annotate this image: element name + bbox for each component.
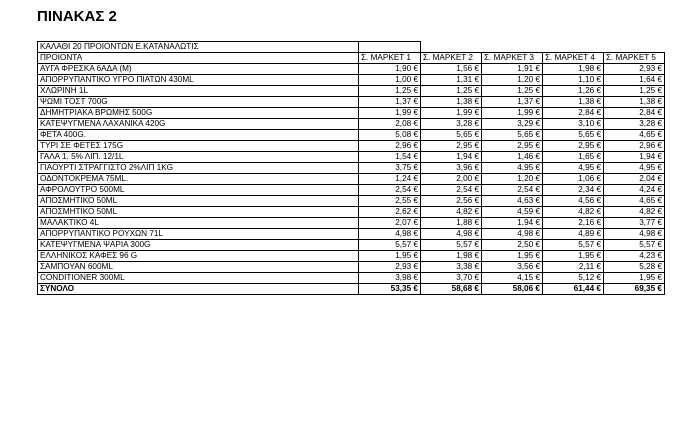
price-cell: 1,25 €	[421, 86, 482, 97]
header-market-3: Σ. ΜΑΡΚΕΤ 3	[482, 53, 543, 64]
price-cell: 2,62 €	[359, 207, 421, 218]
price-cell: 2,84 €	[543, 108, 604, 119]
price-cell: 5,57 €	[359, 240, 421, 251]
price-cell: 1,10 €	[543, 75, 604, 86]
price-cell: 3,10 €	[543, 119, 604, 130]
price-cell: 4,56 €	[543, 196, 604, 207]
price-cell: 5,28 €	[604, 262, 665, 273]
product-name-cell: ΟΔΟΝΤΟΚΡΕΜΑ 75ML.	[38, 174, 359, 185]
price-cell: 5,57 €	[543, 240, 604, 251]
price-cell: 1,20 €	[482, 174, 543, 185]
price-cell: 1,99 €	[482, 108, 543, 119]
price-cell: 1,99 €	[359, 108, 421, 119]
table-row	[38, 119, 665, 130]
product-name-cell: ΧΛΩΡΙΝΗ 1L	[38, 86, 359, 97]
empty-cell	[604, 42, 665, 53]
table-row	[38, 185, 665, 196]
price-cell: 1,98 €	[421, 251, 482, 262]
price-cell: 5,12 €	[543, 273, 604, 284]
price-cell: 1,38 €	[543, 97, 604, 108]
product-name-cell: CONDITIONER 300ML	[38, 273, 359, 284]
price-cell: 1,94 €	[482, 218, 543, 229]
price-cell: 3,70 €	[421, 273, 482, 284]
product-name-cell: ΑΥΓΑ ΦΡΕΣΚΑ 6ΑΔΑ (Μ)	[38, 64, 359, 75]
price-cell: 1,25 €	[482, 86, 543, 97]
price-cell: 2,96 €	[359, 141, 421, 152]
table-row	[38, 97, 665, 108]
empty-cell	[421, 42, 482, 53]
price-cell: 3,77 €	[604, 218, 665, 229]
table-row	[38, 152, 665, 163]
price-cell: 4,89 €	[543, 229, 604, 240]
empty-cell	[359, 42, 421, 53]
table-row	[38, 218, 665, 229]
price-cell: 3,38 €	[421, 262, 482, 273]
product-name-cell: ΣΑΜΠΟΥΑΝ 600ML	[38, 262, 359, 273]
price-cell: 3,75 €	[359, 163, 421, 174]
price-cell: 1,25 €	[604, 86, 665, 97]
price-cell: 1,64 €	[604, 75, 665, 86]
price-cell: 5,57 €	[421, 240, 482, 251]
price-cell: 2,08 €	[359, 119, 421, 130]
price-cell: 1,00 €	[359, 75, 421, 86]
price-cell: 53,35 €	[359, 284, 421, 295]
table-row	[38, 207, 665, 218]
price-cell: 4,82 €	[543, 207, 604, 218]
price-cell: 1,90 €	[359, 64, 421, 75]
total-row	[38, 284, 665, 295]
price-cell: 1,95 €	[482, 251, 543, 262]
table-row	[38, 64, 665, 75]
price-cell: 1,99 €	[421, 108, 482, 119]
price-cell: 2,50 €	[482, 240, 543, 251]
table-row	[38, 108, 665, 119]
price-cell: 2,95 €	[482, 141, 543, 152]
price-cell: 2,95 €	[421, 141, 482, 152]
price-cell: 1,38 €	[421, 97, 482, 108]
price-cell: 1,46 €	[482, 152, 543, 163]
table-row	[38, 262, 665, 273]
price-cell: 3,98 €	[359, 273, 421, 284]
price-cell: 1,37 €	[359, 97, 421, 108]
price-cell: 4,98 €	[359, 229, 421, 240]
table-row	[38, 86, 665, 97]
price-cell: 1,26 €	[543, 86, 604, 97]
price-cell: 4,63 €	[482, 196, 543, 207]
table-row	[38, 251, 665, 262]
product-name-cell: ΚΑΤΕΨΥΓΜΕΝΑ ΛΑΧΑΝΙΚΑ 420G	[38, 119, 359, 130]
price-cell: 2,16 €	[543, 218, 604, 229]
price-cell: 1,54 €	[359, 152, 421, 163]
product-name-cell: ΦΕΤΑ 400G.	[38, 130, 359, 141]
price-cell: 5,65 €	[543, 130, 604, 141]
price-cell: 1,91 €	[482, 64, 543, 75]
price-cell: 2,96 €	[604, 141, 665, 152]
price-cell: 4,95 €	[604, 163, 665, 174]
product-name-cell: ΨΩΜΙ ΤΟΣΤ 700G	[38, 97, 359, 108]
price-cell: 4,98 €	[482, 229, 543, 240]
table-row	[38, 75, 665, 86]
price-cell: 58,68 €	[421, 284, 482, 295]
table-row	[38, 163, 665, 174]
price-cell: 4,82 €	[604, 207, 665, 218]
price-cell: 3,29 €	[482, 119, 543, 130]
price-cell: 1,56 €	[421, 64, 482, 75]
table-caption: ΚΑΛΑΘΙ 20 ΠΡΟΙΟΝΤΩΝ Ε.ΚΑΤΑΝΑΛΩΤΙΣ	[38, 42, 359, 53]
header-market-4: Σ. ΜΑΡΚΕΤ 4	[543, 53, 604, 64]
price-cell: 4,65 €	[604, 196, 665, 207]
price-cell: 1,95 €	[604, 273, 665, 284]
header-market-5: Σ. ΜΑΡΚΕΤ 5	[604, 53, 665, 64]
empty-cell	[543, 42, 604, 53]
table-row	[38, 141, 665, 152]
price-cell: 2,07 €	[359, 218, 421, 229]
price-cell: 4,95 €	[482, 163, 543, 174]
table-row	[38, 196, 665, 207]
product-name-cell: ΑΠΟΡΡΥΠΑΝΤΙΚΟ ΥΓΡΟ ΠΙΑΤΩΝ 430ML	[38, 75, 359, 86]
table-row	[38, 229, 665, 240]
product-name-cell: ΔΗΜΗΤΡΙΑΚΑ ΒΡΩΜΗΣ 500G	[38, 108, 359, 119]
price-cell: 2,11 €	[543, 262, 604, 273]
price-cell: 4,95 €	[543, 163, 604, 174]
price-cell: 3,96 €	[421, 163, 482, 174]
price-cell: 2,54 €	[359, 185, 421, 196]
price-cell: 4,24 €	[604, 185, 665, 196]
price-cell: 1,24 €	[359, 174, 421, 185]
page-title: ΠΙΝΑΚΑΣ 2	[37, 8, 117, 25]
table-row	[38, 273, 665, 284]
product-name-cell: ΜΑΛΑΚΤΙΚΟ 4L	[38, 218, 359, 229]
price-cell: 4,98 €	[604, 229, 665, 240]
price-cell: 1,37 €	[482, 97, 543, 108]
price-cell: 69,35 €	[604, 284, 665, 295]
header-market-2: Σ. ΜΑΡΚΕΤ 2	[421, 53, 482, 64]
price-cell: 2,93 €	[359, 262, 421, 273]
price-cell: 4,15 €	[482, 273, 543, 284]
price-cell: 3,56 €	[482, 262, 543, 273]
price-cell: 5,65 €	[421, 130, 482, 141]
product-name-cell: ΓΑΛΑ 1. 5% ΛΙΠ. 12/1L	[38, 152, 359, 163]
price-cell: 1,94 €	[421, 152, 482, 163]
price-cell: 2,56 €	[421, 196, 482, 207]
table-row	[38, 130, 665, 141]
price-cell: 1,65 €	[543, 152, 604, 163]
product-name-cell: ΕΛΛΗΝΙΚΟΣ ΚΑΦΕΣ 96 G	[38, 251, 359, 262]
price-cell: 1,95 €	[543, 251, 604, 262]
price-cell: 5,65 €	[482, 130, 543, 141]
price-cell: 2,54 €	[482, 185, 543, 196]
price-cell: 4,65 €	[604, 130, 665, 141]
price-cell: 4,23 €	[604, 251, 665, 262]
price-cell: 4,98 €	[421, 229, 482, 240]
price-cell: 3,28 €	[421, 119, 482, 130]
caption-row	[38, 42, 665, 53]
price-cell: 3,28 €	[604, 119, 665, 130]
product-name-cell: ΤΥΡΙ ΣΕ ΦΕΤΕΣ 175G	[38, 141, 359, 152]
price-cell: 5,08 €	[359, 130, 421, 141]
price-cell: 2,00 €	[421, 174, 482, 185]
product-name-cell: ΑΠΟΣΜΗΤΙΚΟ 50ML	[38, 207, 359, 218]
product-name-cell: ΑΠΟΣΜΗΤΙΚΟ 50ML	[38, 196, 359, 207]
price-cell: 4,82 €	[421, 207, 482, 218]
price-cell: 2,04 €	[604, 174, 665, 185]
price-cell: 1,31 €	[421, 75, 482, 86]
price-cell: 2,55 €	[359, 196, 421, 207]
price-table	[37, 41, 665, 295]
empty-cell	[482, 42, 543, 53]
price-cell: 1,88 €	[421, 218, 482, 229]
price-cell: 1,06 €	[543, 174, 604, 185]
header-products: ΠΡΟΙΟΝΤΑ	[38, 53, 359, 64]
price-cell: 61,44 €	[543, 284, 604, 295]
price-cell: 2,93 €	[604, 64, 665, 75]
price-cell: 2,84 €	[604, 108, 665, 119]
price-cell: 1,95 €	[359, 251, 421, 262]
price-cell: 1,38 €	[604, 97, 665, 108]
product-name-cell: ΑΠΟΡΡΥΠΑΝΤΙΚΟ ΡΟΥΧΩΝ 71L	[38, 229, 359, 240]
product-name-cell: ΓΙΑΟΥΡΤΙ ΣΤΡΑΓΓΙΣΤΟ 2%ΛΙΠ 1KG	[38, 163, 359, 174]
price-cell: 1,94 €	[604, 152, 665, 163]
header-market-1: Σ. ΜΑΡΚΕΤ 1	[359, 53, 421, 64]
price-cell: 4,59 €	[482, 207, 543, 218]
product-name-cell: ΣΥΝΟΛΟ	[38, 284, 359, 295]
price-cell: 1,25 €	[359, 86, 421, 97]
table-row	[38, 240, 665, 251]
price-cell: 2,95 €	[543, 141, 604, 152]
price-cell: 2,54 €	[421, 185, 482, 196]
price-cell: 2,34 €	[543, 185, 604, 196]
product-name-cell: ΑΦΡΟΛΟΥΤΡΟ 500ML	[38, 185, 359, 196]
header-row	[38, 53, 665, 64]
price-cell: 58,06 €	[482, 284, 543, 295]
product-name-cell: ΚΑΤΕΨΥΓΜΕΝΑ ΨΑΡΙΑ 300G	[38, 240, 359, 251]
price-cell: 5,57 €	[604, 240, 665, 251]
price-cell: 1,98 €	[543, 64, 604, 75]
price-cell: 1,20 €	[482, 75, 543, 86]
table-row	[38, 174, 665, 185]
